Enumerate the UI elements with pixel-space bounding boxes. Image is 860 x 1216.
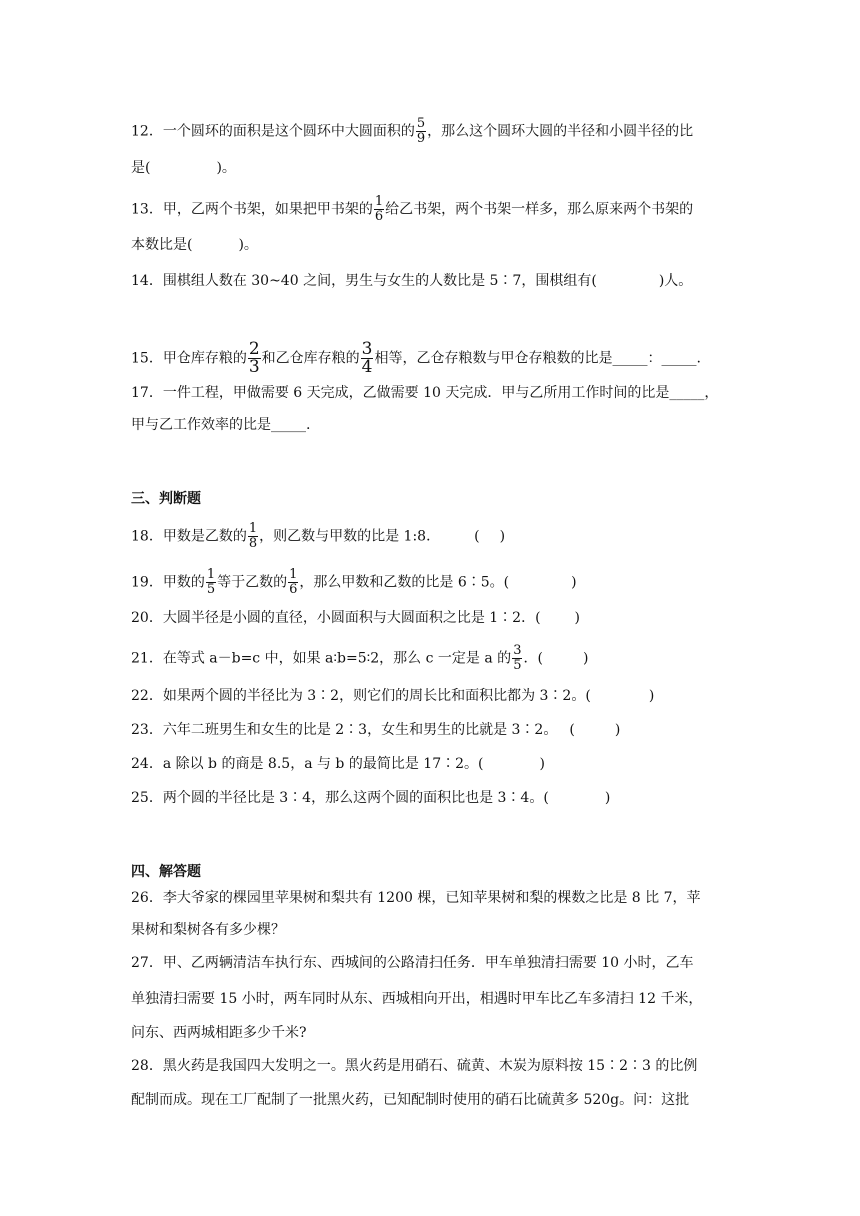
question-12-text-b: ，那么这个圆环大圆的半径和小圆半径的比	[427, 123, 694, 140]
fraction: $\frac{1}{6}$	[374, 194, 384, 224]
question-15: 15．甲仓库存粮的 $\frac{2}{3}$ 和乙仓库存粮的 $\frac{3}{4}$ 相等，乙仓存粮数与甲仓存粮数的比是_____：_____.	[131, 339, 701, 377]
question-18: 18．甲数是乙数的 $\frac{1}{8}$ ，则乙数与甲数的比是 1:8． ( )	[131, 521, 506, 551]
section-heading-solve: 四、解答题	[131, 864, 201, 880]
question-14: 14．围棋组人数在 30~40 之间，男生与女生的人数比是 5∶7，围棋组有( )人。	[131, 273, 693, 289]
question-27-line-3: 问东、西两城相距多少千米?	[131, 1025, 307, 1041]
question-12-line-1	[131, 117, 693, 146]
question-25: 25．两个圆的半径比是 3∶4，那么这两个圆的面积比也是 3∶4。( )	[131, 790, 611, 806]
fraction: $\frac{1}{6}$	[289, 567, 298, 597]
fraction: $\frac{3}{5}$	[513, 643, 522, 673]
section-heading-judgement: 三、判断题	[131, 491, 201, 507]
question-27-line-2: 单独清扫需要 15 小时，两车同时从东、西城相向开出，相遇时甲车比乙车多清扫 12 千米，	[131, 991, 703, 1007]
question-24: 24．a 除以 b 的商是 8.5，a 与 b 的最简比是 17∶2。( )	[131, 756, 545, 772]
question-13-line-2: 本数比是( )。	[131, 237, 258, 253]
fraction: $\frac{3}{4}$	[361, 339, 373, 377]
fraction: $\frac{5}{9}$	[416, 116, 426, 146]
question-21: 21．在等式 a－b=c 中，如果 a∶b=5∶2，那么 c 一定是 a 的 $\frac{3}{5}$ ．( )	[131, 643, 589, 673]
question-28-line-2: 配制而成。现在工厂配制了一批黑火药，已知配制时使用的硝石比硫黄多 520g。问：这批	[131, 1092, 690, 1108]
question-19: 19．甲数的 $\frac{1}{5}$ 等于乙数的 $\frac{1}{6}$ ，那么甲数和乙数的比是 6∶5。( )	[131, 567, 577, 597]
question-26-line-2: 果树和梨树各有多少棵？	[131, 922, 285, 938]
question-12-text-a: 12．一个圆环的面积是这个圆环中大圆面积的	[131, 123, 415, 140]
fraction: $\frac{1}{8}$	[248, 521, 258, 551]
question-13-line-1: 13．甲，乙两个书架，如果把甲书架的 $\frac{1}{6}$ 给乙书架，两个书架一样多，那么原来两个书架的	[131, 194, 694, 224]
question-27-line-1: 27．甲、乙两辆清洁车执行东、西城间的公路清扫任务．甲车单独清扫需要 10 小时，乙车	[131, 955, 694, 971]
fraction: $\frac{2}{3}$	[248, 339, 260, 377]
question-28-line-1: 28．黑火药是我国四大发明之一。黑火药是用硝石、硫黄、木炭为原料按 15∶2∶3 的比例	[131, 1058, 698, 1074]
question-20: 20．大圆半径是小圆的直径，小圆面积与大圆面积之比是 1∶2．( )	[131, 610, 581, 626]
question-12-line-2: 是( )。	[131, 160, 236, 176]
question-22: 22．如果两个圆的半径比为 3∶2，则它们的周长比和面积比都为 3∶2。( )	[131, 688, 655, 704]
question-23: 23．六年二班男生和女生的比是 2∶3，女生和男生的比就是 3∶2。 ( )	[131, 722, 621, 738]
question-26-line-1: 26．李大爷家的棵园里苹果树和梨共有 1200 棵，已知苹果树和梨的棵数之比是 8 比 7，苹	[131, 890, 701, 906]
question-17-line-2: 甲与乙工作效率的比是_____.	[131, 417, 311, 433]
fraction: $\frac{1}{5}$	[206, 567, 216, 597]
question-17-line-1: 17．一件工程，甲做需要 6 天完成，乙做需要 10 天完成．甲与乙所用工作时间的比是_____，	[131, 385, 719, 401]
